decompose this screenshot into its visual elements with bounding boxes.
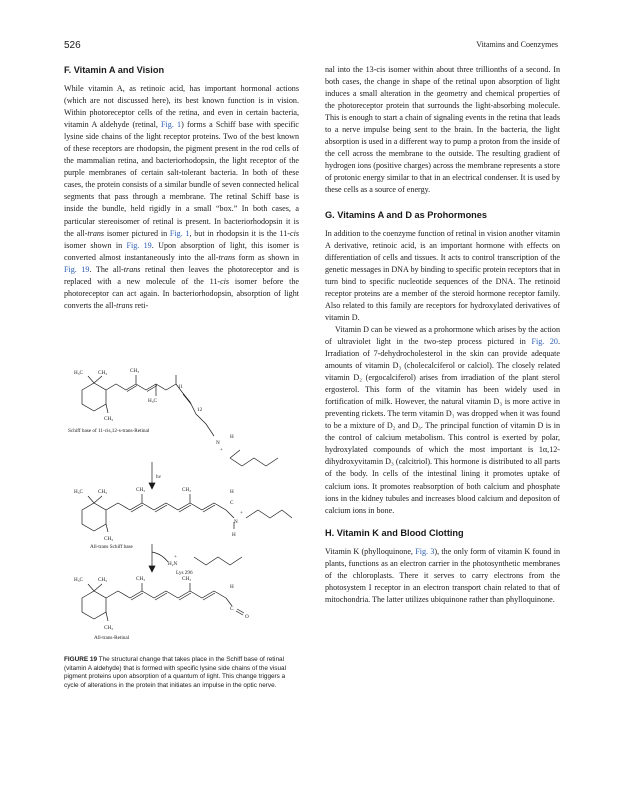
label-h3c: H₃C [74,577,84,583]
fig-3-link[interactable]: Fig. 3 [415,546,435,556]
cis-segment [176,384,214,436]
label-carbon: C [230,606,234,612]
text-run: . The all- [89,264,124,274]
chain-1 [106,384,176,390]
label-position: 12 [197,407,203,413]
text-run: isomer before the photoreceptor can act again. In bacteriorhodopsin, absorption of light converts the all- [64,276,300,310]
label-ch3: CH₃ [98,577,108,583]
label-nitrogen: N [234,519,238,525]
fig-20-link[interactable]: Fig. 20 [531,336,558,346]
text-run: While vitamin A, as retinoic acid, has important hormonal actions (which are not discussed here), its best known function is in vision. Within photoreceptor cells of the retina, and even in certain bacteria, vitamin A aldehyde (retinal, [64,84,299,130]
label-charge: + [174,554,177,560]
fig-1-link[interactable]: Fig. 1 [169,228,190,238]
label-h3c: H₃C [148,398,158,404]
text-run: isomer pictured in [104,228,170,238]
ring-1 [82,383,106,411]
label-charge: + [220,447,223,453]
fig-19-link[interactable]: Fig. 19 [64,264,90,274]
label-ch3: CH₃ [130,368,140,374]
text-run: form as shown in [235,252,299,262]
label-h3c: H₃C [74,489,84,495]
figure-19-diagram [64,362,299,654]
figure-19-caption [64,656,299,690]
label-lysine: Lys 296 [176,570,193,576]
section-heading-f: F. Vitamin A and Vision [64,65,165,75]
fig-1-link[interactable]: Fig. 1 [161,120,182,130]
text-run: , but in rhodopsin it is the 11- [189,228,290,238]
italic-run: cis [290,228,299,238]
italic-run: trans [116,300,133,310]
vitamin-d-paragraph [325,324,560,517]
label-h3c: H₃C [74,370,84,376]
running-head: Vitamins and Coenzymes [476,40,558,49]
text-run: isomer shown in [64,240,127,250]
label-hydrogen: H [230,584,234,590]
text-run: Vitamin K (phylloquinone, [325,546,416,556]
label-hydrogen: H [232,532,236,538]
caption-text: The structural change that takes place in the Schiff base of retinal (vitamin A aldehyde) that is formed with specific lysine side chains of the visual pigment proteins upon absorption of a quantum of light. This change triggers a cycle of alterations in the protein that initiates an impulse in the optic nerve. [64,656,287,689]
text-run: ), the only form of vitamin K found in plants, functions as an electron carrier in the photosynthetic membranes of the chloroplasts. There it serves to carry electrons from the photosystem I receptor in an electron transport chain related to that of mitochondria. The latter utilizes ubiquinone rather than phylloquinone. [325,546,560,604]
retinoic-acid-paragraph: In addition to the coenzyme function of retinal in vision another vitamin A derivative, retinoic acid, is an important hormone with effects on differentiation of cells and tissues. It acts to control transcription of the genetic messages in DNA by binding to specific protein receptors that in turn bind to specific nucleotide sequences of the DNA. The retinoid receptor proteins are a member of the steroid hormone receptor family. Also related to this family are receptors for hydroxylated derivatives of vitamin D. [325,228,560,322]
ring-2 [82,503,106,531]
text-run: Vitamin D can be viewed as a prohormone which arises by the action of ultraviolet light in the two-step process pictured in [325,324,560,346]
label-hydrogen: H [230,434,234,440]
ring-3 [82,591,106,619]
figure-label: FIGURE 19 [64,656,98,663]
label-ch3: CH₃ [136,487,146,493]
structure-name-3: All-trans-Retinal [94,635,130,641]
label-ch3: CH₃ [136,576,146,582]
italic-run: trans [87,228,105,238]
text-run: ) forms a Schiff base with specific lysine side chains of the light receptor proteins. Two of the best known of these receptors are rhodopsin, the pigment present in the rod cells of the mammalian retina, and bacteriorhodopsin, the light receptor of the purple membranes of certain salt-tolerant bacteria. In both of these cases, the protein consists of a similar bundle of seven connected helical segments that pass through a membrane. The retinal Schiff base is inside the bundle, held rigidly in a small “box.” In both cases, a particular stereoisomer of retinal is present. In bacteriorhodopsin it is the all- [64,120,299,238]
label-ch3: CH₃ [182,487,192,493]
label-position: 11 [178,384,183,390]
structure-name-1: Schiff base of 11-cis,12-s-trans-Retinal [68,428,150,434]
left-column [64,64,299,312]
label-ch3: CH₃ [104,625,114,631]
retinal-structure-svg [64,362,299,654]
section-heading-g: G. Vitamins A and D as Prohormones [325,209,488,220]
structure-name-2: All-trans Schiff base [90,544,133,550]
label-ch3: CH₃ [104,536,114,542]
vitamin-a-paragraph [64,83,299,312]
page-number: 526 [64,40,81,51]
fig-19-link[interactable]: Fig. 19 [126,240,152,250]
label-ch3: CH₃ [104,416,114,422]
text-run: retinal then leaves the photoreceptor and is replaced with a new molecule of the 11- [64,264,299,286]
italic-run: trans [218,252,236,262]
label-oxygen: O [245,614,249,620]
label-ch3: CH₃ [182,576,192,582]
text-run: . Irradiation of 7-dehydrocholesterol in the skin can provide adequate amounts of vitamin D₃ (cholecalciferol or calciol). The closely related vitamin D₂ (ergocalciferol) arises from irradiation of the plant sterol ergosterol. This form of the vitamin has been widely used in fortification of milk. However, the natural vitamin D₃ is more active in preventing rickets. The term vitamin D₁ was dropped when it was found to be a mixture of D₂ and D₃. The principal function of vitamin D is in the control of calcium metabolism. This control is exerted by polar, hydroxylated compounds of which the most important is 1α,12-dihydroxyvitamin D₃ (calcitriol). This hormone is distributed to all parts of the body. In cells of the intestinal lining it promotes uptake of calcium ions. It promotes reabsorption of both calcium and phosphate ions in the kidney tubules and increases blood calcium and depositon of calcium ions in bone. [325,336,560,515]
italic-run: cis [220,276,230,286]
vitamin-k-paragraph [325,546,560,606]
text-run: . Upon absorption of light, this isomer is converted almost instantaneously into the all- [64,240,299,262]
right-column [325,64,560,606]
label-ch3: CH₃ [98,489,108,495]
continued-paragraph: nal into the 13-cis isomer within about three trillionths of a second. In both cases, the change in shape of the retinal upon absorption of light induces a small alteration in the geometry and chemical properties of the photoreceptor protein that surrounds the light-absorbing molecule. This is enough to start a chain of signaling events in the retina that leads to a nerve impulse being sent to the brain. In the bacteria, the light absorption is used in a different way to pump a proton from the inside of the cell across the membrane to the outside. The resulting gradient of hydrogen ions (positive charges) across the membrane represents a store of protonic energy similar to that in an electrical condenser. It is used by these cells as a source of energy. [325,65,560,195]
italic-run: trans [123,264,141,274]
section-heading-h: H. Vitamin K and Blood Clotting [325,527,464,538]
label-amine: H₂N [168,561,178,567]
label-charge: + [240,510,243,516]
label-nitrogen: N [216,440,220,446]
label-hydrogen: H [230,489,234,495]
label-carbon: C [230,500,234,506]
label-ch3: CH₃ [98,370,108,376]
text-run: reti- [132,300,149,310]
page-header [64,40,558,54]
label-light: hν [156,474,161,480]
